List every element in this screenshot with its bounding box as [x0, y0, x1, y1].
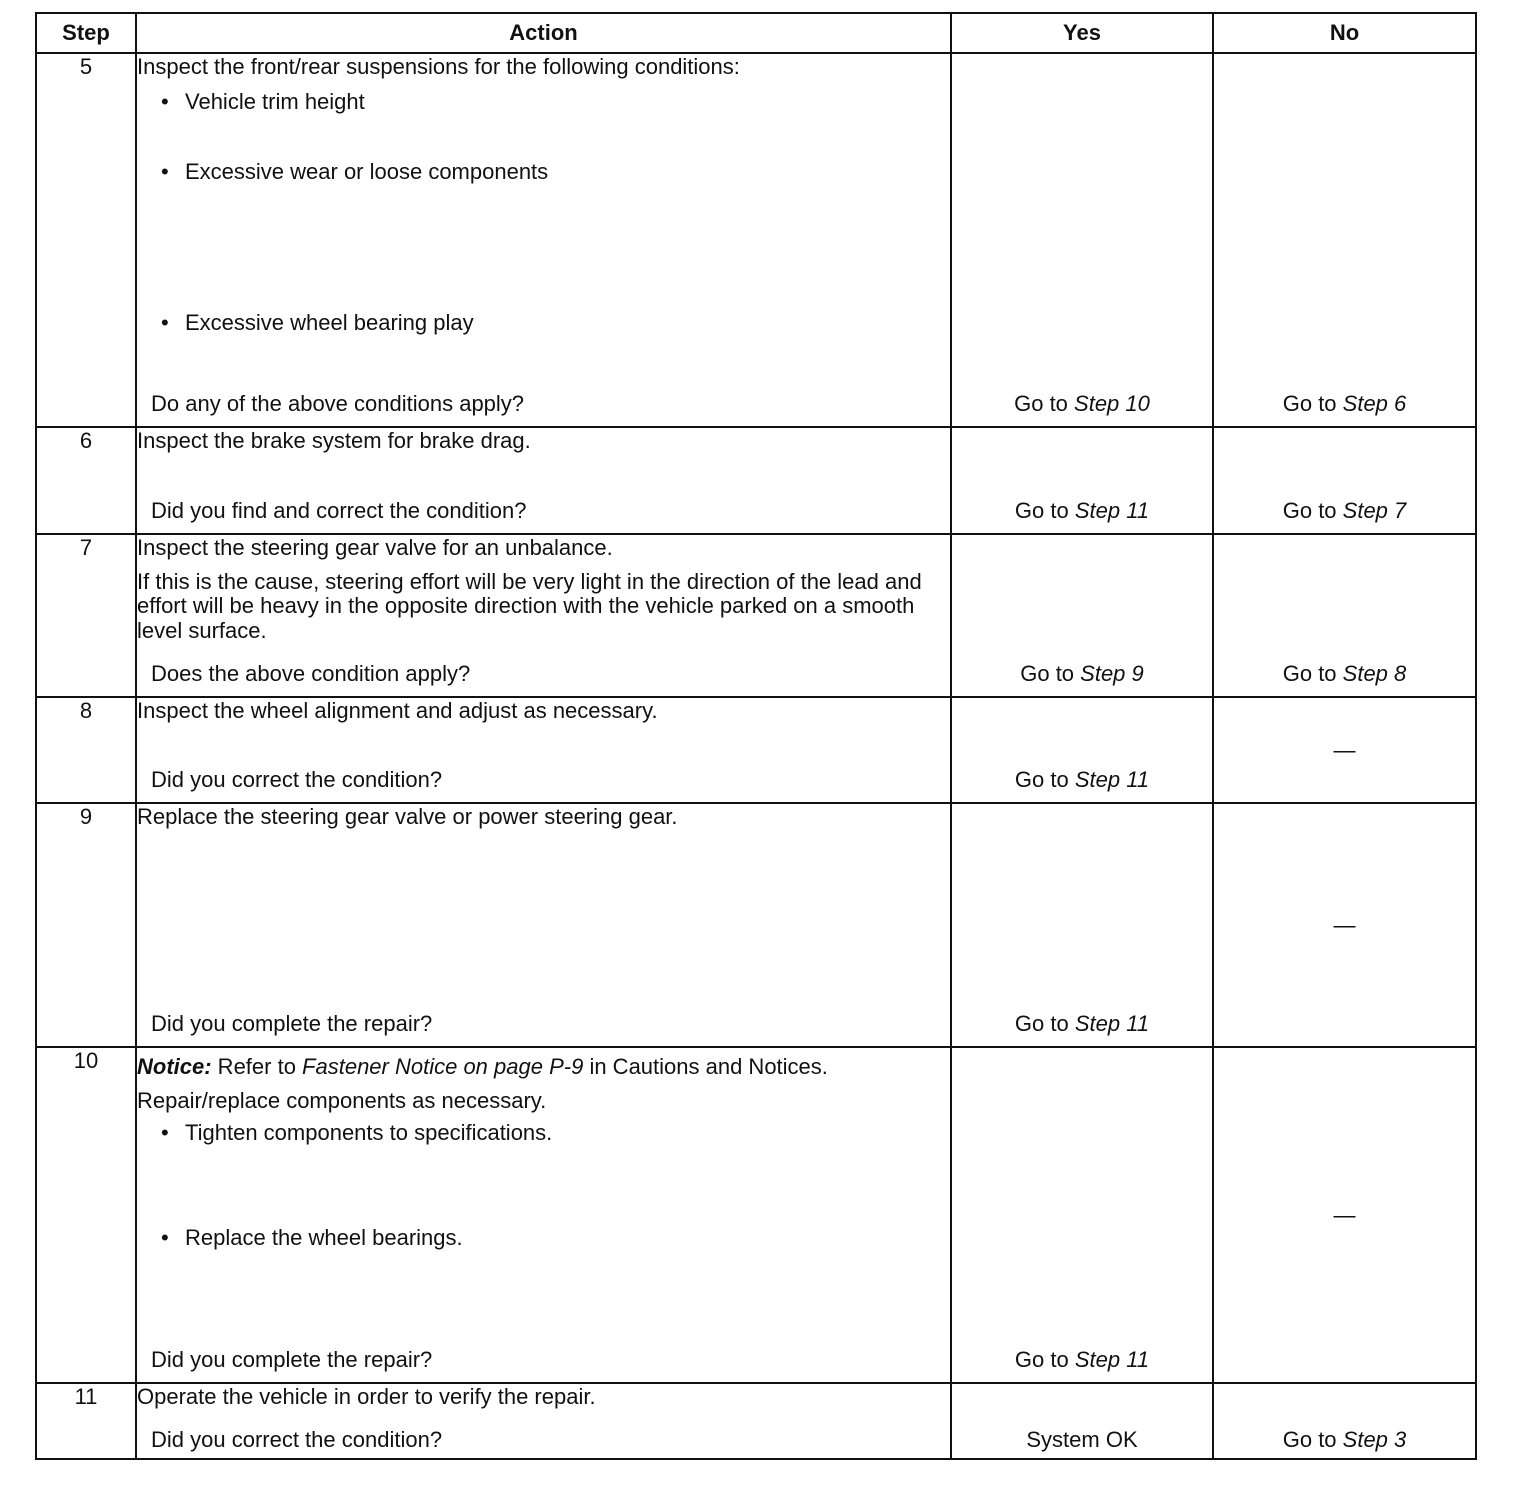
action-cell: [136, 1383, 951, 1459]
table-row: [36, 427, 1476, 534]
yes-result-step-link[interactable]: Step 11: [1074, 497, 1150, 523]
action-cell: [136, 697, 951, 803]
no-cell: [1213, 1383, 1476, 1459]
bullet-text: Excessive wear or loose components: [185, 158, 549, 184]
yes-result-prefix: Go to: [1020, 660, 1081, 686]
bullet-icon: •: [161, 1119, 169, 1145]
header-row: [36, 13, 1476, 53]
action-question: Did you correct the condition?: [151, 766, 443, 792]
action-text: Inspect the front/rear suspensions for the following conditions:: [137, 54, 740, 79]
action-question: Did you find and correct the condition?: [151, 497, 527, 523]
bullet-icon: •: [161, 89, 169, 115]
action-cell: [136, 803, 951, 1047]
yes-cell: [951, 803, 1213, 1047]
notice-text: [137, 1054, 950, 1080]
yes-result-step-link[interactable]: Step 10: [1074, 390, 1150, 416]
header-action: Action: [136, 13, 951, 53]
action-text: Inspect the wheel alignment and adjust as necessary.: [137, 698, 658, 723]
no-result-step-link[interactable]: Step 3: [1342, 1426, 1407, 1452]
header-yes: Yes: [951, 13, 1213, 53]
yes-result: System OK: [1026, 1426, 1138, 1452]
yes-cell: [951, 1383, 1213, 1459]
bullet-icon: •: [161, 309, 169, 335]
step-number: 9: [36, 803, 136, 1047]
yes-result-prefix: Go to: [1014, 497, 1075, 523]
list-item: [137, 159, 950, 184]
yes-cell: [951, 53, 1213, 427]
action-question: Did you complete the repair?: [151, 1010, 433, 1036]
table-row: [36, 1383, 1476, 1459]
yes-result-step-link[interactable]: Step 11: [1074, 766, 1150, 792]
no-result-prefix: Go to: [1282, 1426, 1343, 1452]
notice-post: in Cautions and Notices.: [583, 1054, 828, 1079]
yes-cell: [951, 697, 1213, 803]
no-cell: [1213, 1047, 1476, 1383]
bullet-icon: •: [161, 1224, 169, 1250]
action-cell: [136, 427, 951, 534]
table-row: [36, 534, 1476, 697]
table-row: [36, 53, 1476, 427]
bullet-text: Replace the wheel bearings.: [185, 1224, 463, 1250]
yes-result-step-link[interactable]: Step 11: [1074, 1346, 1150, 1372]
action-question: Did you complete the repair?: [151, 1346, 433, 1372]
yes-result-prefix: Go to: [1014, 390, 1075, 416]
list-item: [137, 1225, 950, 1250]
action-cell: [136, 1047, 951, 1383]
notice-reference-link[interactable]: Fastener Notice on page P-9: [302, 1054, 584, 1079]
yes-result-prefix: Go to: [1014, 766, 1075, 792]
yes-cell: [951, 427, 1213, 534]
header-no: No: [1213, 13, 1476, 53]
no-cell: [1213, 427, 1476, 534]
no-cell: [1213, 697, 1476, 803]
diagnostic-table: [35, 12, 1477, 1460]
no-result-prefix: Go to: [1282, 497, 1343, 523]
yes-result-step-link[interactable]: Step 11: [1074, 1010, 1150, 1036]
no-result-dash: —: [1333, 912, 1356, 938]
action-question: Did you correct the condition?: [151, 1426, 443, 1452]
action-text: Inspect the brake system for brake drag.: [137, 428, 531, 453]
list-item: [137, 310, 950, 335]
bullet-text: Vehicle trim height: [185, 89, 365, 115]
table-row: [36, 1047, 1476, 1383]
header-step: Step: [36, 13, 136, 53]
table-row: [36, 803, 1476, 1047]
bullet-text: Excessive wheel bearing play: [185, 309, 474, 335]
yes-result-step-link[interactable]: Step 9: [1080, 660, 1144, 686]
no-result-step-link[interactable]: Step 7: [1342, 497, 1407, 523]
action-cell: [136, 534, 951, 697]
no-result-dash: —: [1333, 737, 1356, 763]
action-text: Repair/replace components as necessary.: [137, 1088, 547, 1114]
list-item: [137, 1120, 950, 1145]
action-question: Does the above condition apply?: [151, 660, 471, 686]
notice-label: Notice:: [137, 1054, 212, 1079]
table-row: [36, 697, 1476, 803]
step-number: 11: [36, 1383, 136, 1459]
no-cell: [1213, 53, 1476, 427]
no-result-prefix: Go to: [1282, 390, 1343, 416]
no-result-dash: —: [1333, 1202, 1356, 1228]
step-number: 8: [36, 697, 136, 803]
action-detail: If this is the cause, steering effort will be very light in the direction of the lead and effort will be heavy in the opposite direction with the vehicle parked on a smooth level surface.: [137, 569, 922, 643]
yes-result-prefix: Go to: [1014, 1346, 1075, 1372]
notice-pre: Refer to: [211, 1054, 303, 1079]
no-result-prefix: Go to: [1282, 660, 1343, 686]
bullet-icon: •: [161, 158, 169, 184]
no-result-step-link[interactable]: Step 8: [1342, 660, 1407, 686]
step-number: 5: [36, 53, 136, 427]
no-cell: [1213, 803, 1476, 1047]
no-result-step-link[interactable]: Step 6: [1342, 390, 1407, 416]
step-number: 7: [36, 534, 136, 697]
action-text: Replace the steering gear valve or power steering gear.: [137, 804, 678, 829]
bullet-text: Tighten components to specifications.: [185, 1119, 553, 1145]
step-number: 6: [36, 427, 136, 534]
no-cell: [1213, 534, 1476, 697]
yes-result-prefix: Go to: [1014, 1010, 1075, 1036]
action-text: Operate the vehicle in order to verify the repair.: [137, 1384, 596, 1409]
step-number: 10: [36, 1047, 136, 1383]
yes-cell: [951, 1047, 1213, 1383]
yes-cell: [951, 534, 1213, 697]
list-item: [137, 89, 950, 114]
action-text: Inspect the steering gear valve for an unbalance.: [137, 535, 613, 560]
action-question: Do any of the above conditions apply?: [151, 390, 525, 416]
action-cell: [136, 53, 951, 427]
